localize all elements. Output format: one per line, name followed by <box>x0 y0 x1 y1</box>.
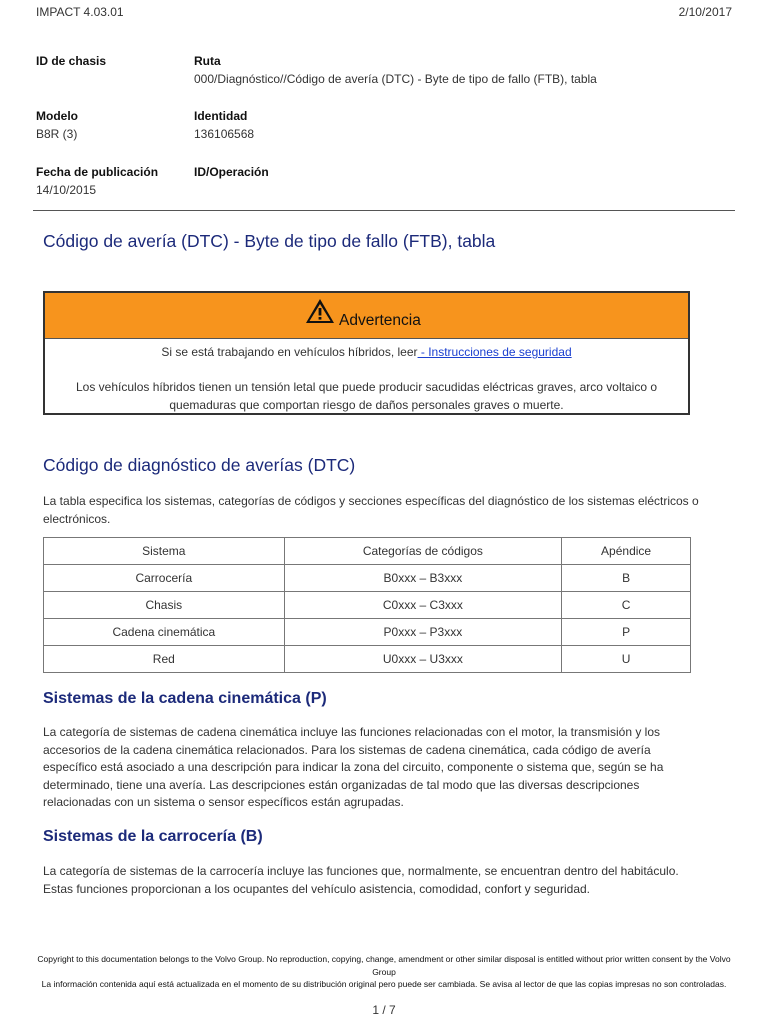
warning-lead-text: Si se está trabajando en vehículos híbridos, leer <box>161 345 418 359</box>
table-row <box>44 565 691 592</box>
dtc-table <box>43 537 691 673</box>
dtc-intro-text: La tabla especifica los sistemas, categorías de códigos y secciones específicas del diagnóstico de los sistemas eléctricos o electrónicos. <box>43 494 699 526</box>
table-cell: U <box>562 646 691 673</box>
table-row <box>44 592 691 619</box>
table-row <box>44 646 691 673</box>
page-title: Código de avería (DTC) - Byte de tipo de fallo (FTB), tabla <box>43 231 496 251</box>
operation-id-label: ID/Operación <box>194 165 269 179</box>
table-cell: Carrocería <box>44 565 285 592</box>
table-cell: C <box>562 592 691 619</box>
warning-header <box>45 293 688 339</box>
table-cell: B0xxx – B3xxx <box>284 565 562 592</box>
model-value: B8R (3) <box>36 127 78 141</box>
model-label: Modelo <box>36 109 78 123</box>
identity-label: Identidad <box>194 109 248 123</box>
route-value: 000/Diagnóstico//Código de avería (DTC) - Byte de tipo de fallo (FTB), tabla <box>194 72 597 86</box>
column-header: Apéndice <box>562 538 691 565</box>
table-cell: U0xxx – U3xxx <box>284 646 562 673</box>
header-divider <box>33 210 735 211</box>
dtc-section-heading: Código de diagnóstico de averías (DTC) <box>43 455 356 475</box>
warning-text-1 <box>45 345 688 359</box>
copyright-notice: Copyright to this documentation belongs to the Volvo Group. No reproduction, copying, change, amendment or other similar disposal is entitled without prior written consent by the Volvo Group <box>37 954 731 977</box>
warning-triangle-icon <box>305 298 335 324</box>
route-label: Ruta <box>194 54 221 68</box>
identity-value: 136106568 <box>194 127 255 141</box>
publication-date-label: Fecha de publicación <box>36 165 159 179</box>
table-cell: P0xxx – P3xxx <box>284 619 562 646</box>
body-systems-heading: Sistemas de la carrocería (B) <box>43 828 263 845</box>
table-cell: Cadena cinemática <box>44 619 285 646</box>
body-systems-text: La categoría de sistemas de la carrocería incluye las funciones que, normalmente, se encuentran dentro del habitáculo. Estas funciones proporcionan a los ocupantes del vehículo asistencia, comodidad, confort y seguridad. <box>43 864 679 896</box>
column-header: Categorías de códigos <box>284 538 562 565</box>
column-header: Sistema <box>44 538 285 565</box>
table-cell: Chasis <box>44 592 285 619</box>
table-cell: Red <box>44 646 285 673</box>
page-header <box>36 5 732 19</box>
distribution-notice: La información contenida aquí está actualizada en el momento de su distribución original pero puede ser cambiada. Se avisa al lector de que las copias impresas no son controladas. <box>41 979 727 989</box>
powertrain-text: La categoría de sistemas de cadena cinemática incluye las funciones relacionadas con el motor, la transmisión y los accesorios de la cadena cinemática relacionados. Para los sistemas de cadena cinemática, cada código de avería específico está asociado a una descripción para indicar la zona del circuito, componente o sistema que, según se ha determinado, tiene una avería. Las descripciones están organizadas de tal modo que las diversas descripciones relacionadas con un sistema o sensor específicos están agrupadas. <box>43 725 664 809</box>
table-cell: B <box>562 565 691 592</box>
print-date: 2/10/2017 <box>678 5 732 19</box>
safety-instructions-link[interactable]: - Instrucciones de seguridad <box>417 345 572 359</box>
chassis-label: ID de chasis <box>36 54 107 68</box>
table-row <box>44 619 691 646</box>
page-number: 1 / 7 <box>372 1003 396 1017</box>
warning-text-2: Los vehículos híbridos tienen un tensión letal que puede producir sacudidas eléctricas graves, arco voltaico o quemaduras que comportan riesgo de daños personales graves o muerte. <box>75 380 657 412</box>
publication-date-value: 14/10/2015 <box>36 183 97 197</box>
table-cell: C0xxx – C3xxx <box>284 592 562 619</box>
app-version: IMPACT 4.03.01 <box>36 5 124 19</box>
powertrain-heading: Sistemas de la cadena cinemática (P) <box>43 690 327 707</box>
table-header-row <box>44 538 691 565</box>
warning-box <box>43 291 690 415</box>
warning-label: Advertencia <box>339 312 421 329</box>
table-cell: P <box>562 619 691 646</box>
